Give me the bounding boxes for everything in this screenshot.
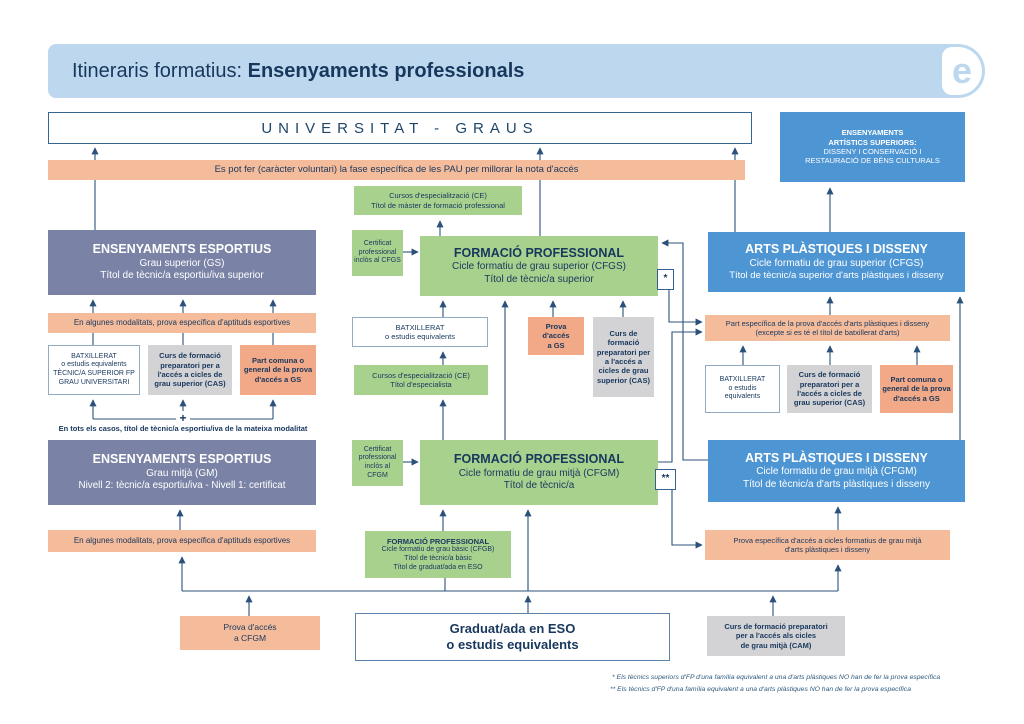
- page-header: [48, 44, 985, 98]
- box-line: Prova: [545, 321, 567, 331]
- asterisk-marker: *: [657, 269, 674, 290]
- box-line: BATXILLERAT: [395, 322, 445, 332]
- esportius-gs-box: [48, 230, 316, 295]
- esportius-part-comuna-box: Part comuna o general de la prova d'accés a GS: [240, 345, 316, 395]
- esportius-gm-box: [48, 440, 316, 505]
- box-line: Títol de tècnic/a bàsic: [404, 554, 472, 562]
- fp-prova-acces-gs-box: [528, 317, 584, 355]
- box-title: ARTS PLÀSTIQUES I DISSENY: [745, 242, 928, 256]
- box-line: a CFGM: [233, 633, 267, 643]
- arts-cas-box: Curs de formació preparatori per a l'accés a cicles de grau superior (CAS): [787, 365, 872, 413]
- box-line: a GS: [547, 340, 565, 350]
- esportius-nota: En tots els casos, títol de tècnic/a esportiu/iva de la mateixa modalitat: [58, 424, 308, 433]
- box-line: Títol de tècnic/a esportiu/iva superior: [100, 270, 264, 282]
- box-line: Curs de formació preparatori: [724, 621, 828, 631]
- pau-bar: Es pot fer (caràcter voluntari) la fase específica de les PAU per millorar la nota d'accés: [48, 160, 745, 180]
- box-line: o estudis equivalents: [61, 361, 127, 369]
- box-line: d'accés: [542, 331, 570, 341]
- box-line: Títol de tècnic/a superior: [484, 273, 594, 285]
- arts-prova-gm-bar: [705, 530, 950, 560]
- cam-box: [707, 616, 845, 656]
- footnote-1: * Els tècnics superiors d'FP d'una família equivalent a una d'arts plàstiques NO han de fer la prova específica: [612, 674, 941, 681]
- box-line: o estudis equivalents: [384, 332, 456, 341]
- box-line: equivalents: [724, 393, 761, 401]
- box-line: Grau superior (GS): [139, 257, 225, 269]
- fp-cfgb-box: [365, 531, 511, 578]
- graduat-eso-box: [355, 613, 670, 661]
- fp-cfgs-box: [420, 236, 658, 296]
- box-line: BATXILLERAT: [719, 375, 766, 383]
- box-line: ARTÍSTICS SUPERIORS:: [828, 137, 917, 147]
- box-title: ENSENYAMENTS ESPORTIUS: [92, 242, 272, 257]
- box-line: Grau mitjà (GM): [146, 467, 218, 479]
- box-line: Cicle formatiu de grau mitjà (CFGM): [458, 467, 620, 479]
- box-line: Títol de tècnic/a: [503, 480, 575, 492]
- arts-batxillerat-box: [705, 365, 780, 413]
- box-line: GRAU UNIVERSITARI: [58, 378, 130, 386]
- fp-cfgm-box: [420, 440, 658, 505]
- box-line: RESTAURACIÓ DE BÉNS CULTURALS: [805, 156, 940, 166]
- box-line: TÈCNIC/A SUPERIOR FP: [53, 370, 135, 377]
- arts-cfgm-box: [708, 440, 965, 502]
- box-line: Cicle formatiu de grau superior (CFGS): [749, 257, 924, 269]
- esportius-gm-aptituds-bar: En algunes modalitats, prova específica d'aptituds esportives: [48, 530, 316, 552]
- fp-cas-box: Curs de formació preparatori per a l'accés a cicles de grau superior (CAS): [593, 317, 654, 397]
- box-line: o estudis: [728, 384, 757, 392]
- box-title: ARTS PLÀSTIQUES I DISSENY: [745, 450, 928, 465]
- box-line: Cicle formatiu de grau bàsic (CFGB): [381, 546, 495, 554]
- box-line: d'arts plàstiques i disseny: [784, 545, 871, 554]
- box-line: Títol d'especialista: [390, 380, 452, 389]
- box-title: ENSENYAMENTS ESPORTIUS: [92, 452, 272, 467]
- arts-cfgs-box: [708, 232, 965, 292]
- education-logo-icon: e: [942, 47, 982, 95]
- page-title-prefix: Itineraris formatius:: [72, 59, 248, 82]
- footnote-2: ** Els tècnics d'FP d'una família equivalent a una d'arts plàstiques NO han de fer la prova específica: [610, 686, 911, 693]
- ensenyaments-artistics-superiors-box: [780, 112, 965, 182]
- box-line: o estudis equivalents: [446, 637, 579, 652]
- esportius-gs-aptituds-bar: En algunes modalitats, prova específica d'aptituds esportives: [48, 313, 316, 333]
- fp-certificat-cfgm-box: Certificat professional inclòs al CFGM: [352, 440, 403, 486]
- box-line: Cursos d'especialització (CE): [372, 370, 470, 380]
- fp-ce-especialista-box: [354, 365, 488, 395]
- box-line: Títol de graduat/ada en ESO: [393, 563, 483, 571]
- box-line: DISSENY I CONSERVACIÓ I: [823, 147, 922, 156]
- box-line: per a l'accés als cicles: [735, 631, 817, 641]
- plus-sign: +: [176, 411, 190, 426]
- arts-part-especifica-bar: [705, 315, 950, 341]
- box-line: Graduat/ada en ESO: [449, 620, 576, 636]
- box-line: (excepte si es té el títol de batxillerat d'arts): [755, 328, 900, 337]
- box-line: de grau mitjà (CAM): [740, 640, 812, 650]
- box-line: Títol de màster de formació professional: [371, 200, 505, 210]
- box-title: FORMACIÓ PROFESSIONAL: [453, 452, 625, 467]
- esportius-batxillerat-box: [48, 345, 140, 395]
- universitat-graus-box: UNIVERSITAT - GRAUS: [48, 112, 752, 144]
- esportius-cas-box: Curs de formació preparatori per a l'accés a cicles de grau superior (CAS): [148, 345, 232, 395]
- page-title: [72, 60, 524, 83]
- box-line: BATXILLERAT: [71, 352, 117, 360]
- fp-certificat-cfgs-box: Certificat professional inclòs al CFGS: [352, 230, 403, 276]
- double-asterisk-marker: **: [655, 469, 676, 490]
- fp-ce-master-box: [354, 186, 522, 215]
- box-line: Prova específica d'accés a cicles formatius de grau mitjà: [733, 535, 922, 545]
- box-line: Cursos d'especialització (CE): [389, 191, 487, 201]
- prova-acces-cfgm-box: [180, 616, 320, 650]
- box-line: Cicle formatiu de grau superior (CFGS): [452, 261, 626, 273]
- box-line: Títol de tècnic/a d'arts plàstiques i disseny: [742, 478, 930, 490]
- box-line: ENSENYAMENTS: [841, 128, 904, 138]
- box-title: FORMACIÓ PROFESSIONAL: [453, 245, 625, 260]
- arts-part-comuna-box: Part comuna o general de la prova d'accés a GS: [880, 365, 953, 413]
- box-line: Cicle formatiu de grau mitjà (CFGM): [756, 466, 917, 478]
- fp-batxillerat-box: [352, 317, 488, 347]
- page-title-bold: Ensenyaments professionals: [247, 59, 525, 82]
- box-title: FORMACIÓ PROFESSIONAL: [386, 536, 490, 546]
- box-line: Nivell 2: tècnic/a esportiu/iva - Nivell 1: certificat: [78, 480, 286, 492]
- box-line: Part específica de la prova d'accés d'arts plàstiques i disseny: [725, 318, 930, 328]
- box-line: Títol de tècnic/a superior d'arts plàstiques i disseny: [729, 270, 944, 282]
- box-line: Prova d'accés: [223, 622, 277, 633]
